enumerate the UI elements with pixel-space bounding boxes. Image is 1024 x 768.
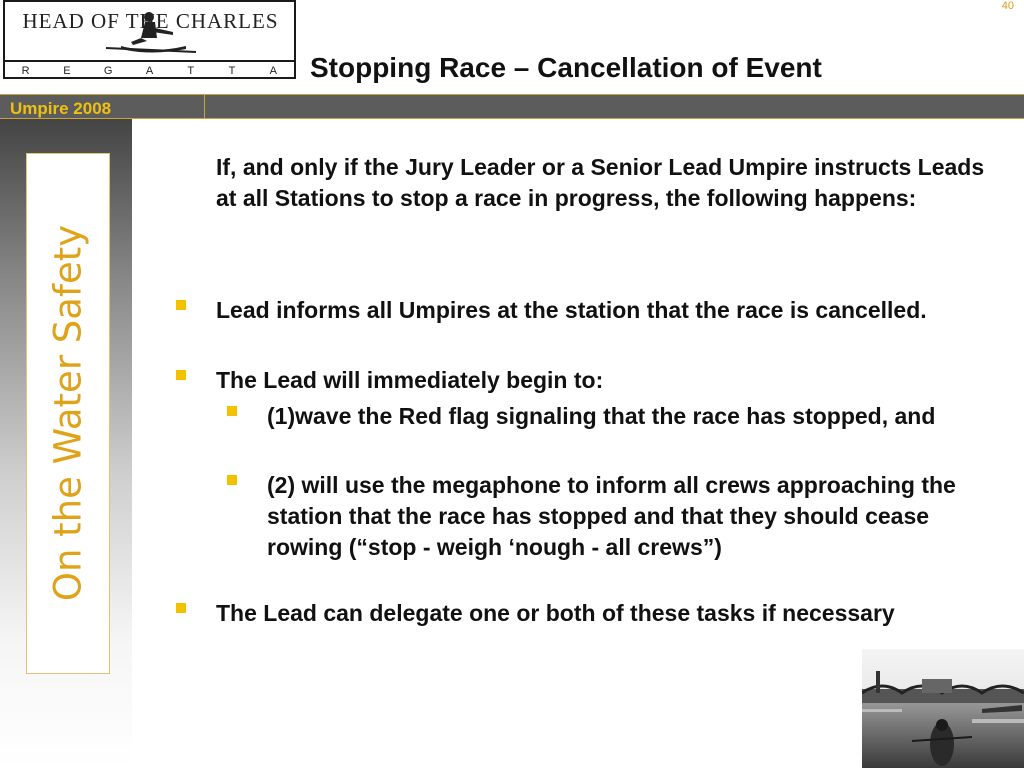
logo-wordmark: HEAD OF THE CHARLES — [22, 9, 279, 33]
logo-regatta-letter: T — [187, 64, 195, 77]
bullet-item: Lead informs all Umpires at the station that the race is cancelled. — [216, 297, 927, 323]
logo-regatta-letter: A — [145, 64, 154, 77]
bullet-item: The Lead can delegate one or both of these tasks if necessary — [216, 600, 895, 626]
umpire-tab — [0, 95, 205, 118]
umpire-label: Umpire 2008 — [10, 99, 112, 118]
logo-regatta-letter: R — [21, 64, 30, 77]
slide-title: Stopping Race – Cancellation of Event — [310, 52, 822, 83]
intro-paragraph: If, and only if the Jury Leader or a Senior Lead Umpire instructs Leads at all Stations to stop a race in progress, the following happens: — [216, 154, 985, 211]
rowing-photo — [862, 649, 1024, 768]
logo-regatta-letter: A — [269, 64, 277, 77]
sub-bullet-marker — [227, 475, 237, 485]
sidebar-vertical-title: On the Water Safety — [46, 224, 90, 602]
regatta-logo — [3, 0, 296, 79]
logo-regatta-letter: G — [103, 64, 113, 77]
rowing-photo-image — [862, 649, 1024, 768]
bullet-marker — [176, 370, 186, 380]
slide-number: 40 — [1001, 0, 1014, 12]
sub-bullet-item: (1)wave the Red flag signaling that the race has stopped, and — [267, 403, 936, 429]
bullet-item: The Lead will immediately begin to: — [216, 367, 604, 393]
sub-bullet-marker — [227, 406, 237, 416]
logo-regatta-letter: T — [228, 64, 236, 77]
bullet-marker — [176, 300, 186, 310]
bullet-marker — [176, 603, 186, 613]
sub-bullet-item: (2) will use the megaphone to inform all crews approaching the station that the race has stopped and that they should cease rowing (“stop - weigh ‘nough - all crews”) — [267, 472, 956, 560]
logo-regatta-letter: E — [63, 64, 71, 77]
header-bar — [0, 94, 1024, 119]
logo-regatta-row — [5, 60, 294, 79]
